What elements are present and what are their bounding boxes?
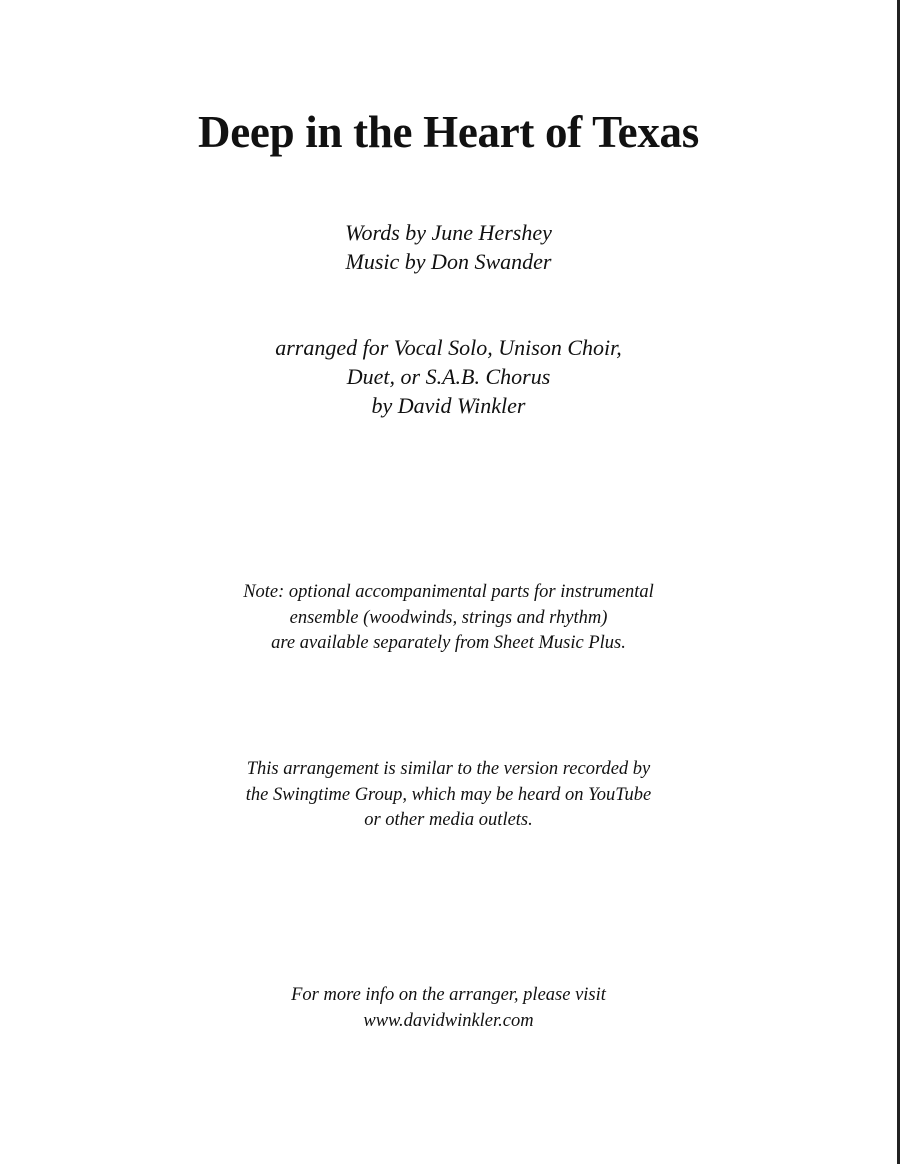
- arranger-info-block: [0, 983, 897, 1034]
- composer-credit: Music by Don Swander: [345, 249, 552, 274]
- note-line-1: Note: optional accompanimental parts for instrumental: [243, 582, 654, 602]
- lyricist-credit: Words by June Hershey: [345, 220, 552, 245]
- arranger-website: www.davidwinkler.com: [363, 1010, 534, 1031]
- info-line: For more info on the arranger, please visit: [291, 985, 606, 1005]
- arrangement-block: [0, 333, 897, 420]
- recording-block: [0, 757, 897, 834]
- recording-line-1: This arrangement is similar to the version recorded by: [246, 759, 651, 779]
- arranger-credit: by David Winkler: [371, 393, 526, 418]
- recording-line-3: or other media outlets.: [364, 810, 533, 830]
- arrangement-line-1: arranged for Vocal Solo, Unison Choir,: [275, 335, 622, 360]
- arrangement-line-2: Duet, or S.A.B. Chorus: [346, 364, 551, 389]
- song-title: Deep in the Heart of Texas: [198, 107, 699, 157]
- recording-line-2: the Swingtime Group, which may be heard on YouTube: [245, 784, 652, 805]
- credits-block: [0, 218, 897, 276]
- note-block: [0, 580, 897, 657]
- note-line-2: ensemble (woodwinds, strings and rhythm): [289, 607, 608, 628]
- note-line-3: are available separately from Sheet Music Plus.: [271, 633, 626, 653]
